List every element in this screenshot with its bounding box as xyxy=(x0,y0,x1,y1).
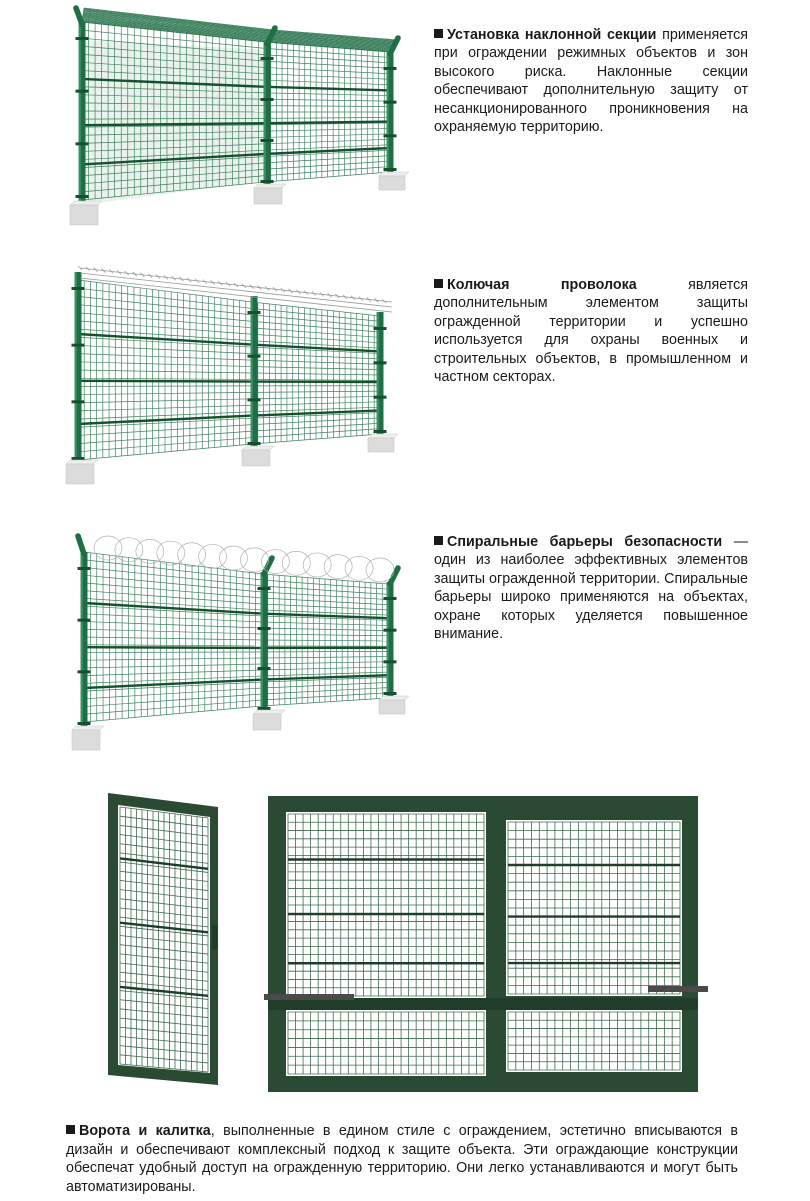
fence-barbed-wire-image xyxy=(60,262,420,492)
tilted-section-body: применяется при ограждении режимных объектов и зон высокого риска. Наклонные секции обеспечивают дополнительную защиту от несанкционированного проникновения на охраняемую территорию. xyxy=(434,27,748,136)
barbed-wire-body: является дополнительным элементом защиты огражденной территории и успешно используется для охраны военных и строительных объектов, в промышленном и частном секторах. xyxy=(434,277,748,386)
spiral-barrier-body: — один из наиболее эффективных элементов защиты огражденной территории. Спиральные барьеры широко применяются на объектах, охране которых уделяется повышенное внимание. xyxy=(434,534,748,643)
bullet-square-icon xyxy=(66,1125,75,1134)
sliding-gate-image xyxy=(258,790,718,1095)
fence-tilted-section-image xyxy=(60,0,420,240)
tilted-section-text xyxy=(434,26,748,136)
gates-text xyxy=(66,1122,738,1196)
tilted-section-title: Установка наклонной секции xyxy=(447,27,657,43)
barbed-wire-text xyxy=(434,276,748,386)
fence-spiral-barrier-image xyxy=(60,522,420,757)
bullet-square-icon xyxy=(434,279,443,288)
bullet-square-icon xyxy=(434,29,443,38)
gates-title: Ворота и калитка xyxy=(79,1123,211,1139)
spiral-barrier-text xyxy=(434,533,748,643)
gates-body: , выполненные в едином стиле с ограждением, эстетично вписываются в дизайн и обеспечивают комплексный подход к защите объекта. Эти ограждающие конструкции обеспечат удобный доступ на огражденную территорию. Они легко устанавливаются и могут быть автоматизированы. xyxy=(66,1123,738,1195)
barbed-wire-title: Колючая проволока xyxy=(447,277,637,293)
bullet-square-icon xyxy=(434,536,443,545)
spiral-barrier-title: Спиральные барьеры безопасности xyxy=(447,534,723,550)
wicket-gate-image xyxy=(100,785,230,1090)
